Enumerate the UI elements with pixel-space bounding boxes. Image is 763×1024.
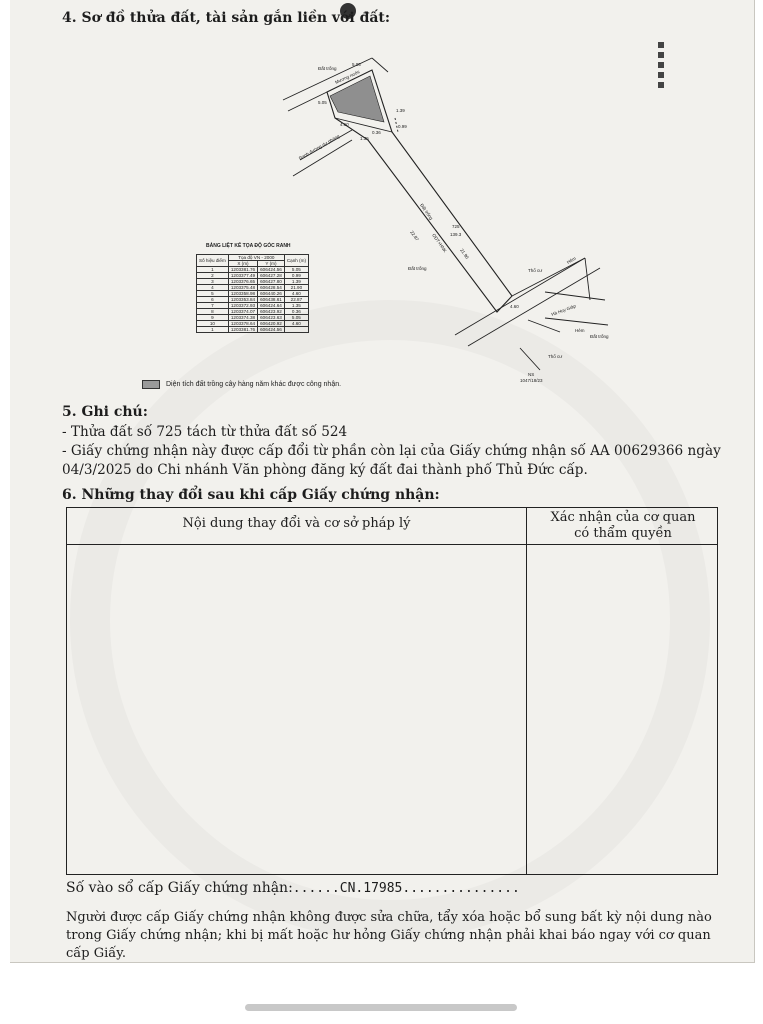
coord-cell-x: 1203377.49 (228, 273, 257, 279)
coord-cell-y: 606423.63 (258, 315, 285, 321)
dimension-label: 1.39 (396, 108, 405, 113)
changes-col-confirm-line1: Xác nhận của cơ quan (550, 510, 696, 525)
coord-row (197, 291, 309, 297)
coord-cell-y: 606420.92 (258, 321, 285, 327)
coord-cell-x: 1203375.48 (228, 285, 257, 291)
coord-row (197, 273, 309, 279)
coord-cell-y: 606428.54 (258, 285, 285, 291)
coord-cell-x: 1203378.64 (228, 321, 257, 327)
map-label: ODT+HNK (431, 232, 448, 254)
coord-cell-id: 1 (197, 327, 229, 333)
coord-row (197, 285, 309, 291)
coord-cell-x: 1203372.93 (228, 303, 257, 309)
coord-row (197, 267, 309, 273)
coord-cell-y: 606423.92 (258, 309, 285, 315)
legend (142, 380, 341, 389)
dimension-label: 1.35 (360, 136, 369, 141)
dimension-label: 5.05 (352, 62, 361, 67)
parcel-map (0, 0, 763, 420)
coord-table (196, 254, 309, 333)
dimension-label: 21.90 (459, 247, 470, 260)
coord-cell-id: 1 (197, 267, 229, 273)
coord-cell-edge: 1.35 (284, 303, 308, 309)
coord-cell-edge: 1.39 (284, 279, 308, 285)
coord-cell-x: 1203381.76 (228, 267, 257, 273)
map-label: Hẻm (575, 328, 585, 333)
coord-cell-edge: 5.05 (284, 267, 308, 273)
dimension-label: 4.60 (510, 304, 519, 309)
map-label: Thổ cư (548, 354, 563, 359)
coord-cell-x: 1203374.38 (228, 315, 257, 321)
map-label: Đất trống (408, 266, 427, 271)
coord-cell-id: 10 (197, 321, 229, 327)
coord-cell-edge: 5.05 (284, 315, 308, 321)
coord-row (197, 303, 309, 309)
dimension-label: 5.05 (318, 100, 327, 105)
registry-value: ......CN.17985............... (292, 881, 520, 896)
parcel-area: 139.3 (450, 232, 462, 237)
dimension-label: 0.36 (372, 130, 381, 135)
coord-cell-x: 1203374.07 (228, 309, 257, 315)
dimension-label: 0.99 (398, 124, 407, 129)
changes-table (66, 507, 718, 875)
coord-cell-y: 606438.61 (258, 297, 285, 303)
coord-row (197, 309, 309, 315)
coord-cell-id: 5 (197, 291, 229, 297)
coord-cell-x: 1203353.84 (228, 297, 257, 303)
coord-cell-y: 606440.26 (258, 291, 285, 297)
coord-cell-edge: 0.99 (284, 273, 308, 279)
section-5-title: 5. Ghi chú: (62, 404, 148, 420)
note-line: - Giấy chứng nhận này được cấp đổi từ phần còn lại của Giấy chứng nhận số AA 00629366 ngày (62, 443, 721, 459)
changes-col-confirm (527, 510, 719, 542)
map-label: Đất trống (419, 202, 434, 221)
coord-cell-id: 2 (197, 273, 229, 279)
legend-text: Diện tích đất trồng cây hàng năm khác được công nhận. (166, 381, 342, 388)
coord-cell-id: 3 (197, 279, 229, 285)
coord-cell-id: 9 (197, 315, 229, 321)
coord-cell-edge: 4.60 (284, 291, 308, 297)
registry-label: Số vào sổ cấp Giấy chứng nhận: (66, 880, 293, 896)
note-line: - Thửa đất số 725 tách từ thửa đất số 524 (62, 424, 348, 440)
map-label: Hà Huy Giáp (550, 303, 577, 317)
legend-swatch (142, 380, 160, 389)
coord-row (197, 327, 309, 333)
map-label: NS (528, 372, 535, 377)
map-label: Đất trống (318, 66, 337, 71)
coord-cell-edge: 21.90 (284, 285, 308, 291)
registry-number (66, 880, 520, 896)
coord-cell-edge: 4.60 (284, 321, 308, 327)
warning-text: Người được cấp Giấy chứng nhận không được sửa chữa, tẩy xóa hoặc bổ sung bất kỳ nội dung nào trong Giấy chứng nhận; khi bị mất hoặc hư hỏng Giấy chứng nhận phải khai báo ngay với cơ quan cấp Giấy. (66, 910, 712, 961)
coord-cell-x: 1203376.65 (228, 279, 257, 285)
coord-row (197, 297, 309, 303)
dimension-label: 4.60 (340, 122, 349, 127)
horizontal-scrollbar[interactable] (245, 1004, 517, 1011)
map-label: Đất trống (590, 334, 609, 339)
coord-cell-id: 4 (197, 285, 229, 291)
note-line: 04/3/2025 do Chi nhánh Văn phòng đăng ký đất đai thành phố Thủ Đức cấp. (62, 462, 588, 478)
dimension-label: 22.87 (409, 229, 420, 242)
coord-table-title: BẢNG LIỆT KÊ TỌA ĐỘ GÓC RANH (206, 243, 291, 249)
col-system: Tọa độ VN - 2000 (228, 255, 284, 261)
coord-cell-x: 1203358.98 (228, 291, 257, 297)
coord-cell-y: 606427.28 (258, 273, 285, 279)
coord-cell-y: 606424.56 (258, 327, 285, 333)
section-4-title: 4. Sơ đồ thửa đất, tài sản gắn liền với đất: (62, 10, 391, 26)
coord-cell-y: 606424.64 (258, 303, 285, 309)
coord-cell-y: 606424.56 (258, 267, 285, 273)
map-label: 1047/18/23 (520, 378, 543, 383)
coord-cell-id: 8 (197, 309, 229, 315)
col-edge: Cạnh (m) (284, 255, 308, 267)
col-point: Số hiệu điểm (197, 255, 229, 267)
coord-cell-id: 6 (197, 297, 229, 303)
coord-cell-edge: 0.36 (284, 309, 308, 315)
map-label: Mương nước (334, 69, 361, 85)
coord-cell-edge: 22.87 (284, 297, 308, 303)
coord-cell-y: 606427.80 (258, 279, 285, 285)
map-label: Ranh đường dự phóng (298, 133, 341, 161)
changes-col-content: Nội dung thay đổi và cơ sở pháp lý (182, 516, 411, 531)
changes-col-confirm-line2: có thẩm quyền (574, 526, 672, 541)
map-label: Thổ cư (528, 268, 543, 273)
col-y: Y (m) (258, 261, 285, 267)
coord-cell-edge (284, 327, 308, 333)
coord-row (197, 315, 309, 321)
coord-row (197, 279, 309, 285)
coord-cell-id: 7 (197, 303, 229, 309)
col-x: X (m) (228, 261, 257, 267)
coord-cell-x: 1203381.76 (228, 327, 257, 333)
coord-row (197, 321, 309, 327)
section-6-title: 6. Những thay đổi sau khi cấp Giấy chứng nhận: (62, 487, 440, 503)
map-label: Hẻm (566, 255, 577, 265)
parcel-number: 725 (452, 224, 460, 229)
